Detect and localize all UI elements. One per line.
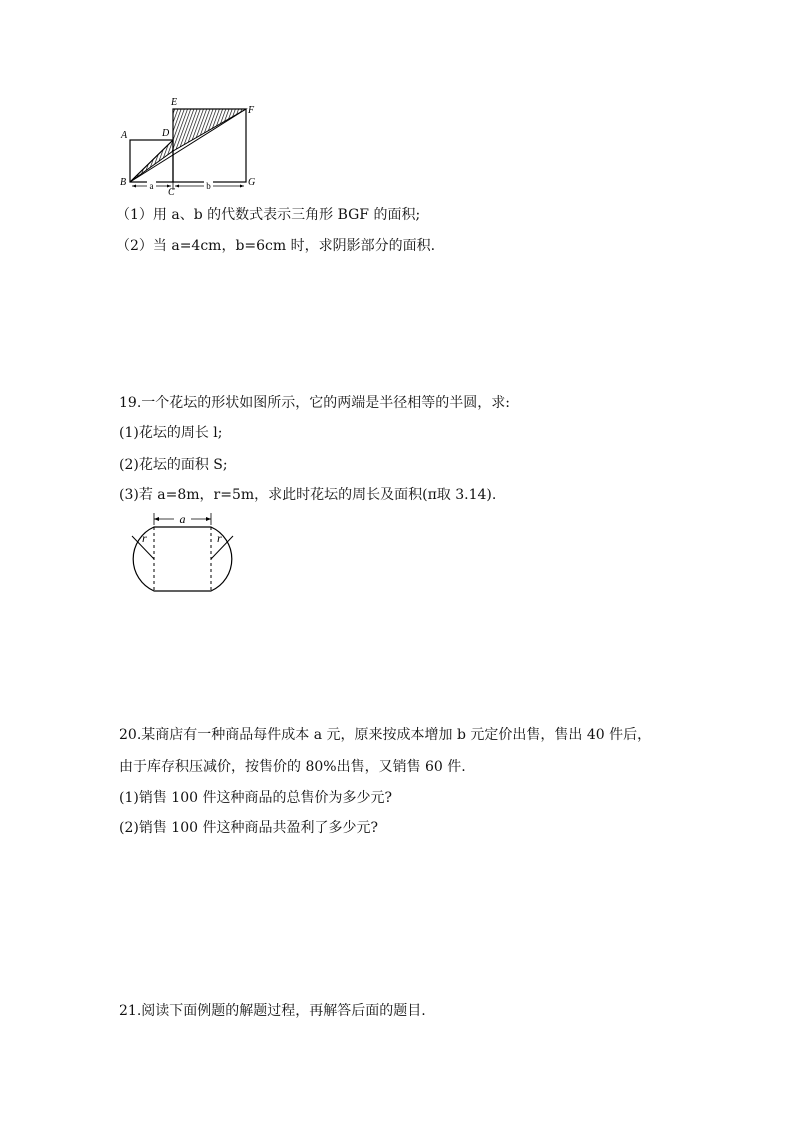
q20-part2: (2)销售 100 件这种商品共盈利了多少元?: [119, 820, 378, 836]
q21-title: 21.阅读下面例题的解题过程，再解答后面的题目.: [119, 1003, 426, 1019]
q18-part1: （1）用 a、b 的代数式表示三角形 BGF 的面积;: [116, 207, 421, 223]
arrowhead: [154, 517, 159, 521]
arrowhead: [206, 517, 211, 521]
label-point-f: F: [248, 105, 255, 116]
label-a: a: [179, 512, 186, 526]
line-bd: [130, 140, 173, 182]
label-point-e: E: [171, 97, 178, 108]
q20-part1: (1)销售 100 件这种商品的总售价为多少元?: [119, 790, 392, 806]
q19-flowerbed-figure: [116, 508, 250, 596]
q19-title: 19.一个花坛的形状如图所示，它的两端是半径相等的半圆，求:: [119, 395, 510, 411]
label-r-left: r: [142, 531, 147, 545]
q20-line1: 20.某商店有一种商品每件成本 a 元，原来按成本增加 b 元定价出售，售出 40 件后，: [119, 727, 652, 743]
label-b: b: [206, 181, 211, 191]
q18-part2: （2）当 a=4cm，b=6cm 时，求阴影部分的面积.: [116, 238, 436, 254]
shaded-region-upper: [173, 109, 246, 151]
q19-part3: (3)若 a=8m，r=5m，求此时花坛的周长及面积(π取 3.14).: [119, 487, 497, 503]
q19-part1: (1)花坛的周长 l;: [119, 425, 223, 441]
q20-line2: 由于库存积压减价，按售价的 80%出售，又销售 60 件.: [119, 759, 466, 775]
label-point-d: D: [162, 128, 170, 139]
arrowhead: [175, 185, 179, 188]
label-a: a: [149, 181, 154, 191]
label-r-right: r: [217, 531, 222, 545]
q19-part2: (2)花坛的面积 S;: [119, 457, 228, 473]
label-point-g: G: [248, 177, 256, 188]
label-point-c: C: [168, 187, 175, 198]
label-point-a: A: [121, 130, 128, 141]
label-point-b: B: [120, 177, 127, 188]
arrowhead: [132, 185, 136, 188]
arrowhead: [240, 185, 244, 188]
q18-figure-squares-triangle: [116, 94, 266, 198]
